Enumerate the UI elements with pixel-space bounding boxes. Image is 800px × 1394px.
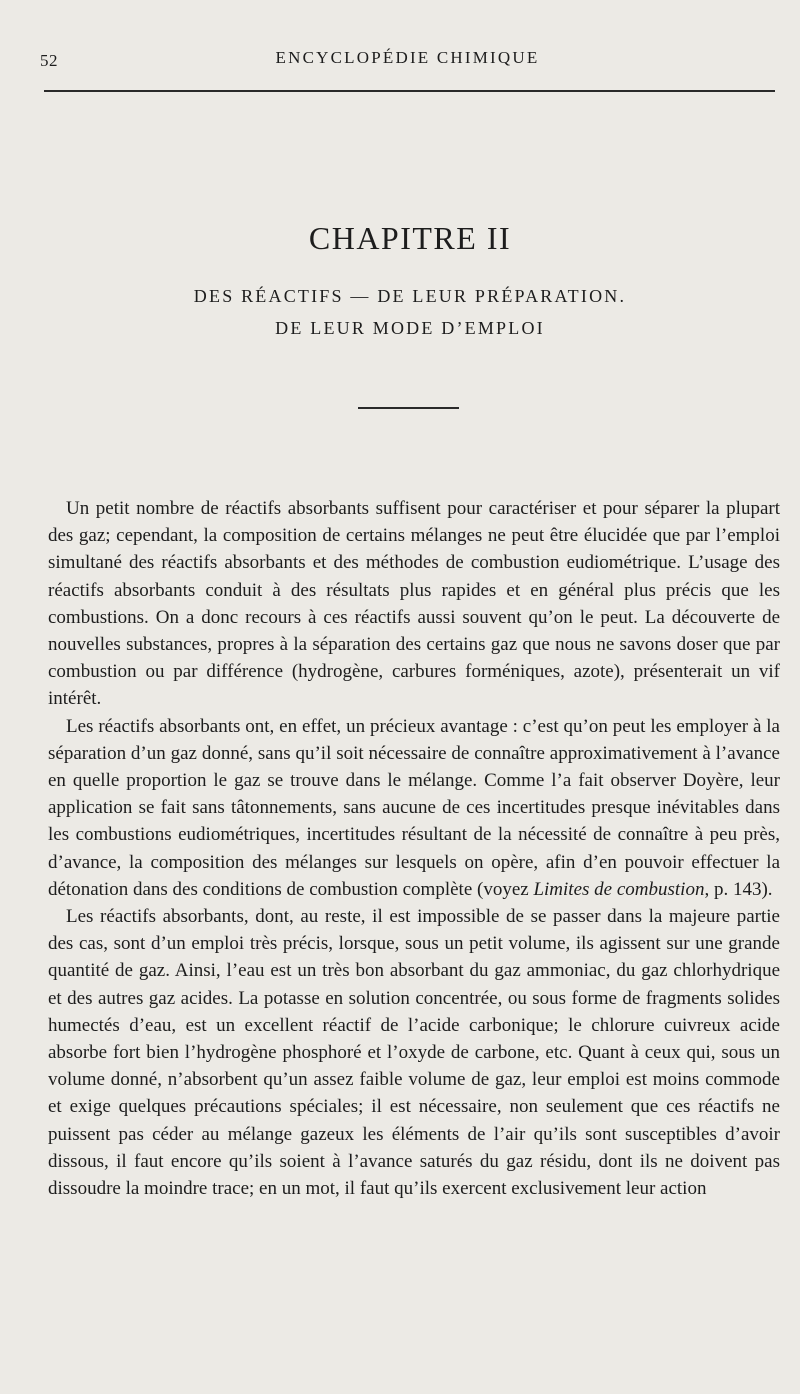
paragraph-3: Les réactifs absorbants, dont, au reste, il est impossible de se passer dans la majeure partie des cas, sont d’un emploi très précis, lorsque, sous un petit volume, ils agissent sur une grande quantité de gaz. Ainsi, l’eau est un très bon absorbant du gaz ammoniac, du gaz chlorhydrique et des autres gaz acides. La potasse en solution concentrée, ou sous forme de fragments solides humectés d’eau, est un excellent réactif de l’acide carbonique; le chlorure cuivreux acide absorbe fort bien l’hydrogène phosphoré et l’oxyde de carbone, etc. Quant à ceux qui, sous un volume donné, n’absorbent qu’un assez faible volume de gaz, leur emploi est moins commode et exige quelques précautions spéciales; il est nécessaire, non seulement que ces réactifs ne puissent pas céder au mélange gazeux les éléments de l’air qu’ils sont susceptibles d’avoir dissous, il faut encore qu’ils soient à l’avance saturés du gaz résidu, dont ils ne doivent pas dissoudre la moindre trace; en un mot, il faut qu’ils exercent exclusivement leur action xyxy=(48,906,780,1200)
running-title: ENCYCLOPÉDIE CHIMIQUE xyxy=(275,48,540,67)
header-rule xyxy=(44,90,775,92)
chapter-title: CHAPITRE II xyxy=(308,220,512,256)
paragraph-1: Un petit nombre de réactifs absorbants suffisent pour caractériser et pour séparer la plupart des gaz; cependant, la composition de certains mélanges ne peut être élucidée que par l’emploi simultané des réactifs absorbants et des méthodes de combustion eudiométrique. L’usage des réactifs absorbants conduit à des résultats plus rapides et en général plus précis que les combustions. On a donc recours à ces réactifs aussi souvent qu’on le peut. La découverte de nouvelles substances, propres à la séparation des certains gaz que nous ne savons doser que par combustion ou par différence (hydrogène, carbures forméniques, azote), présenterait un vif intérêt. xyxy=(48,498,780,710)
paragraph-2-end: , p. 143). xyxy=(704,878,773,900)
body-text xyxy=(48,495,780,1202)
chapter-subtitle-line1: DES RÉACTIFS — DE LEUR PRÉPARATION. xyxy=(193,286,627,306)
paragraph-2-start: Les réactifs absorbants ont, en effet, un précieux avantage : c’est qu’on peut les employer à la séparation d’un gaz donné, sans qu’il soit nécessaire de connaître approximativement à l’avance en quelle proportion le gaz se trouve dans le mélange. Comme l’a fait observer Doyère, leur application se fait sans tâtonnements, sans aucune de ces incertitudes presque inévitables dans les combustions eudiométriques, incertitudes résultant de la nécessité de connaître à peu près, d’avance, la composition des mélanges sur lesquels on opère, afin d’en pouvoir effectuer la détonation dans des conditions de combustion complète (voyez xyxy=(48,715,780,900)
chapter-subtitle-line2: DE LEUR MODE D’EMPLOI xyxy=(275,318,545,338)
paragraph-2 xyxy=(48,713,780,903)
section-divider xyxy=(358,407,459,409)
page-number: 52 xyxy=(40,51,58,70)
running-head xyxy=(40,48,775,76)
paragraph-2-reference: Limites de combustion xyxy=(533,878,705,900)
